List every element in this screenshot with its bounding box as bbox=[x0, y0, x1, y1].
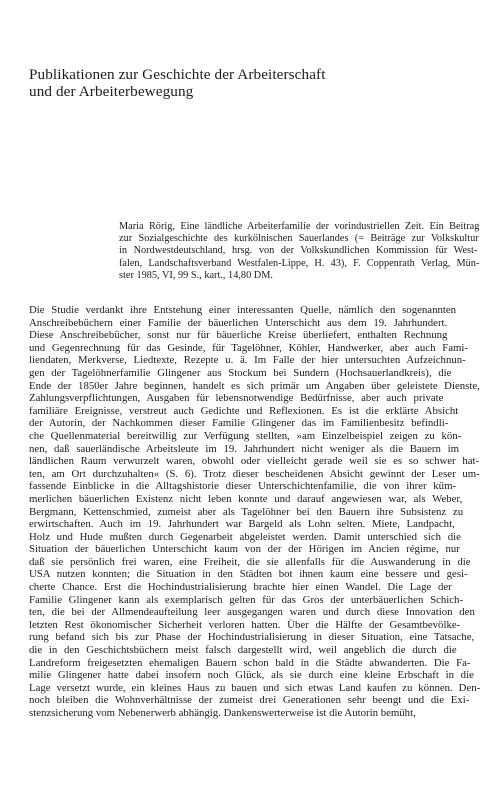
review-line: daß sie persönlich frei waren, eine Freiheit, die sie allenfalls für die Auswanderung in die bbox=[29, 555, 471, 568]
review-line: und Gegenrechnung für das Gesinde, für Tagelöhner, Köhler, Handwerker, aber auch Fami- bbox=[29, 341, 468, 354]
review-line: milie Glingener hatte dabei insofern noch Glück, als sie durch eine kleine Erbschaft in die bbox=[29, 669, 474, 682]
review-line: erwirtschaften. Auch im 19. Jahrhundert war Bargeld als Lohn selten. Miete, Landpacht, bbox=[29, 518, 455, 531]
review-line: fassende Einblicke in die Alltagshistorie dieser Unterschichtenfamilie, die von ihrer küm- bbox=[29, 480, 457, 493]
review-line: Situation der bäuerlichen Unterschicht kaum von der der Hörigen im Ancien régime, nur bbox=[29, 543, 460, 556]
review-line: cherte Chance. Erst die Hochindustrialisierung brachte hier einen Wandel. Die Lage der bbox=[29, 581, 452, 594]
review-line: gen der Tagelöhnerfamilie Glingener aus Stockum bei Sundern (Hochsauerlandkreis), die bbox=[29, 366, 452, 379]
review-line: Bergmann, Kettenschmied, zumeist aber als Tagelöhner bei den Bauern ihre Subsistenz zu bbox=[29, 505, 464, 518]
citation-line: ster 1985, VI, 99 S., kart., 14,80 DM. bbox=[119, 269, 273, 281]
review-line: Lage versetzt wurde, ein kleines Haus zu bauen und sich etwas Land kaufen zu können. Den- bbox=[29, 681, 480, 694]
review-line: ten, die bei der Allmendeaufteilung leer ausgegangen waren und durch diese Innovation den bbox=[29, 606, 475, 619]
review-line: Landreform freigesetzten ehemaligen Bauern schon bald in die Städte abwanderten. Die Fa- bbox=[29, 656, 471, 669]
review-line: letzten Rest ökonomischer Sicherheit verloren hatten. Über die Hälfte der Gesamtbevölke- bbox=[29, 618, 461, 631]
review-line: noch bleiben die Wohnverhältnisse der zumeist drei Generationen sehr beengt und die Exi- bbox=[29, 694, 470, 707]
review-body bbox=[29, 304, 480, 720]
title-line: und der Arbeiterbewegung bbox=[29, 83, 194, 100]
citation-line: zur Sozialgeschichte des kurkölnischen Sauerlandes (= Beiträge zur Volkskultur bbox=[119, 233, 479, 245]
review-line: Zahlungsverpflichtungen, Ausgaben für lebensnotwendige Bedürfnisse, aber auch private bbox=[29, 392, 444, 405]
review-line: merlichen bäuerlichen Existenz nicht leben konnte und darauf angewiesen war, als Weber, bbox=[29, 492, 463, 505]
review-line: stenzsicherung vom Nebenerwerb abhängig. Dankenswerterweise ist die Autorin bemüht, bbox=[29, 707, 416, 719]
review-line: der Autorin, der Nachkommen dieser Familie Glingener das im Familienbesitz befindli- bbox=[29, 417, 449, 430]
review-line: USA nutzen konnten; die Situation in den Städten bot ihnen kaum eine bessere und gesi- bbox=[29, 568, 468, 581]
citation-line: in Nordwestdeutschland, hrsg. von der Volkskundlichen Kommission für West- bbox=[119, 245, 478, 257]
title-line: Publikationen zur Geschichte der Arbeiterschaft bbox=[29, 66, 326, 83]
review-line: rung befand sich bis zur Phase der Hochindustrialisierung in dieser Situation, eine Tatsache, bbox=[29, 631, 475, 644]
review-line: familiäre Ereignisse, verstreut auch Gedichte und Reflexionen. Es ist die erklärte Absicht bbox=[29, 404, 459, 417]
review-line: Die Studie verdankt ihre Entstehung einer interessanten Quelle, nämlich den sogenannten bbox=[29, 304, 457, 316]
review-line: ländlichen Raum verwurzelt waren, obwohl oder vielleicht gerade weil sie es so schwer hat- bbox=[29, 455, 480, 468]
review-line: die in den Geschichtsbüchern meist falsch dargestellt wird, weil angeblich die durch die bbox=[29, 644, 457, 657]
review-line: nen, daß sauerländische Arbeitsleute im 19. Jahrhundert nicht weniger als die Bauern im bbox=[29, 442, 459, 455]
review-line: che Quellenmaterial bereitwillig zur Verfügung stellten, »am Einzelbeispiel zeigen zu kön- bbox=[29, 429, 462, 442]
review-line: Diese Anschreibebücher, sonst nur für bäuerliche Kreise überliefert, enthalten Rechnung bbox=[29, 329, 448, 342]
citation-line: Maria Rörig, Eine ländliche Arbeiterfamilie der vorindustriellen Zeit. Ein Beitrag bbox=[119, 221, 480, 232]
citation-line: falen, Landschaftsverband Westfalen-Lippe, H. 43), F. Coppenrath Verlag, Mün- bbox=[119, 257, 480, 269]
review-line: liendaten, Merkverse, Liedtexte, Rezepte u. ä. Im Falle der hier untersuchten Aufzeichnun- bbox=[29, 354, 466, 367]
review-line: Ende der 1850er Jahre beginnen, handelt es sich primär um Angaben über geleistete Dienste, bbox=[29, 379, 480, 392]
review-line: Anschreibebüchern einer Familie der bäuerlichen Unterschicht aus dem 19. Jahrhundert. bbox=[29, 316, 448, 329]
page-title bbox=[29, 66, 469, 100]
review-line: Familie Glingener kann als exemplarisch gelten für das Gros der unterbäuerlichen Schich- bbox=[29, 593, 464, 606]
review-line: Holz und Hude mußten durch Gegenarbeit abgeleistet werden. Damit unterschied sich die bbox=[29, 530, 461, 543]
review-line: ten, am Ort durchzuhalten« (S. 6). Trotz dieser bescheidenen Absicht gewinnt der Leser um- bbox=[29, 467, 480, 480]
book-citation bbox=[119, 221, 479, 282]
